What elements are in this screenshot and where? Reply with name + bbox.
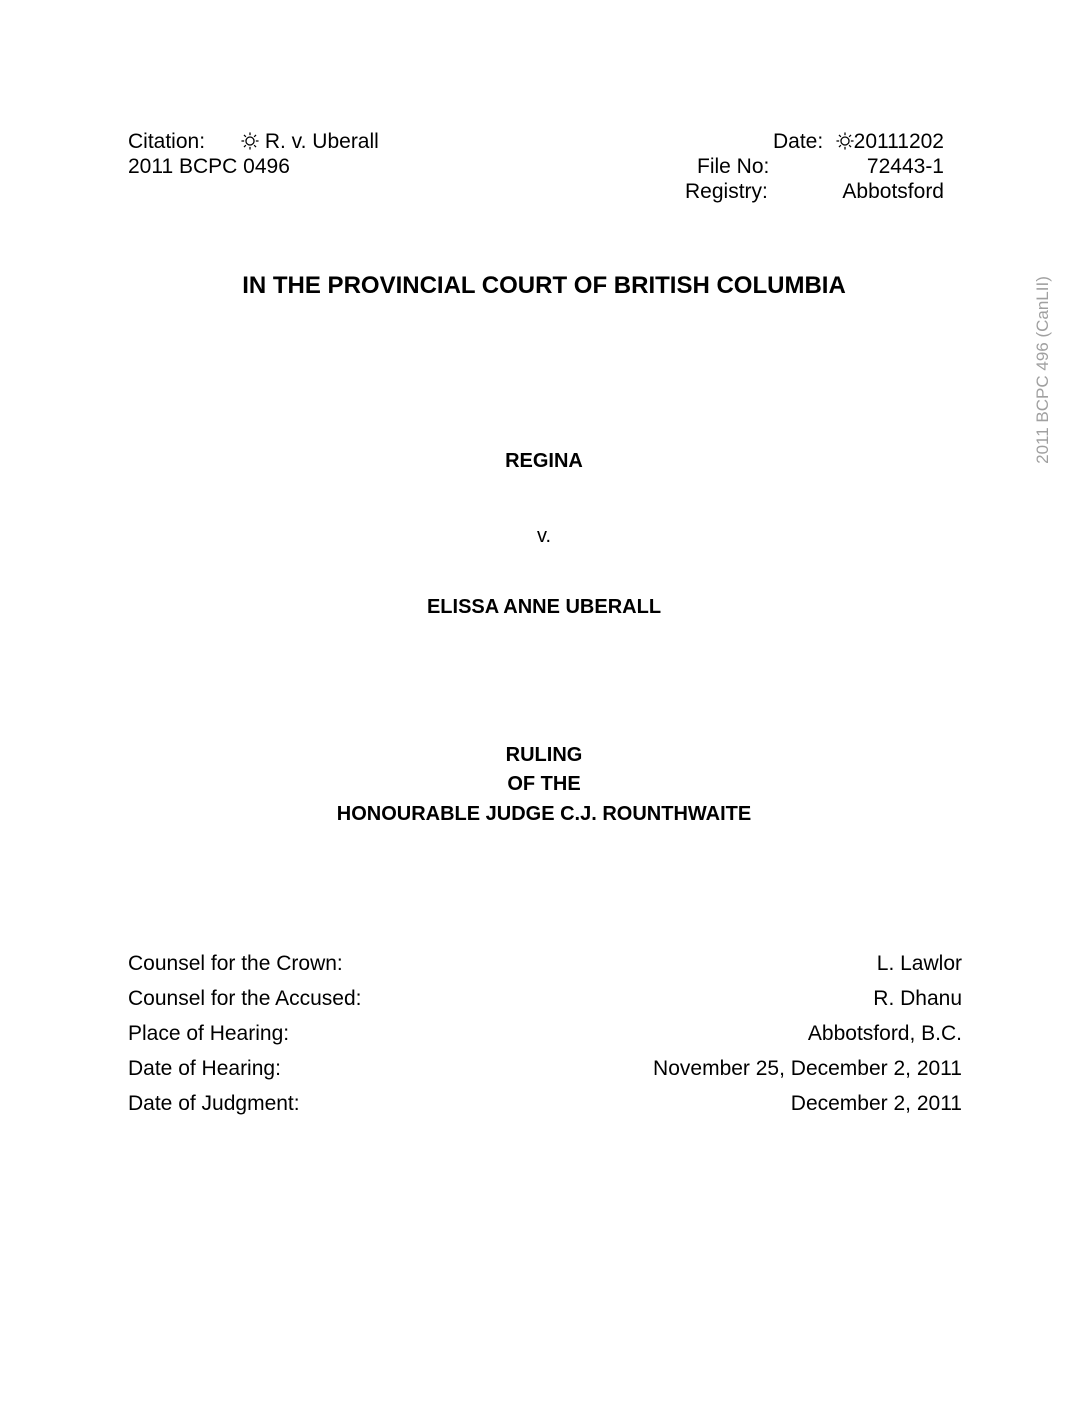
detail-value: R. Dhanu [873, 987, 962, 1010]
detail-label: Date of Hearing: [128, 1057, 281, 1080]
detail-row [128, 1056, 962, 1084]
citation-value: R. v. Uberall [264, 130, 379, 153]
ruling-title: RULING [505, 744, 583, 766]
date-label: Date: [773, 130, 824, 153]
citation-label: Citation: [128, 130, 206, 153]
detail-row [128, 951, 962, 979]
canlii-watermark: 2011 BCPC 496 (CanLII) [1033, 276, 1052, 464]
date-value-group [828, 129, 944, 155]
file-value: 72443-1 [866, 155, 944, 178]
sun-icon [241, 132, 259, 150]
defendant-name: ELISSA ANNE UBERALL [426, 596, 662, 618]
detail-value: December 2, 2011 [790, 1092, 962, 1115]
plaintiff-name: REGINA [505, 450, 583, 472]
detail-value: L. Lawlor [876, 952, 962, 975]
detail-row [128, 1091, 962, 1119]
registry-value: Abbotsford [842, 180, 944, 203]
citation-value-group [241, 129, 379, 155]
detail-row [128, 986, 962, 1014]
date-value: 20111202 [853, 130, 944, 153]
court-title: IN THE PROVINCIAL COURT OF BRITISH COLUMBIA [242, 272, 846, 299]
detail-row [128, 1021, 962, 1049]
citation-number: 2011 BCPC 0496 [128, 155, 290, 178]
sun-icon [836, 132, 854, 150]
ruling-of-the: OF THE [507, 773, 581, 795]
registry-label: Registry: [685, 180, 768, 203]
detail-label: Place of Hearing: [128, 1022, 290, 1045]
detail-value: Abbotsford, B.C. [807, 1022, 962, 1045]
detail-label: Counsel for the Accused: [128, 987, 362, 1010]
judge-name: HONOURABLE JUDGE C.J. ROUNTHWAITE [336, 803, 752, 825]
detail-label: Counsel for the Crown: [128, 952, 343, 975]
versus-label: v. [536, 525, 552, 547]
file-label: File No: [697, 155, 770, 178]
detail-label: Date of Judgment: [128, 1092, 300, 1115]
detail-value: November 25, December 2, 2011 [653, 1057, 962, 1080]
